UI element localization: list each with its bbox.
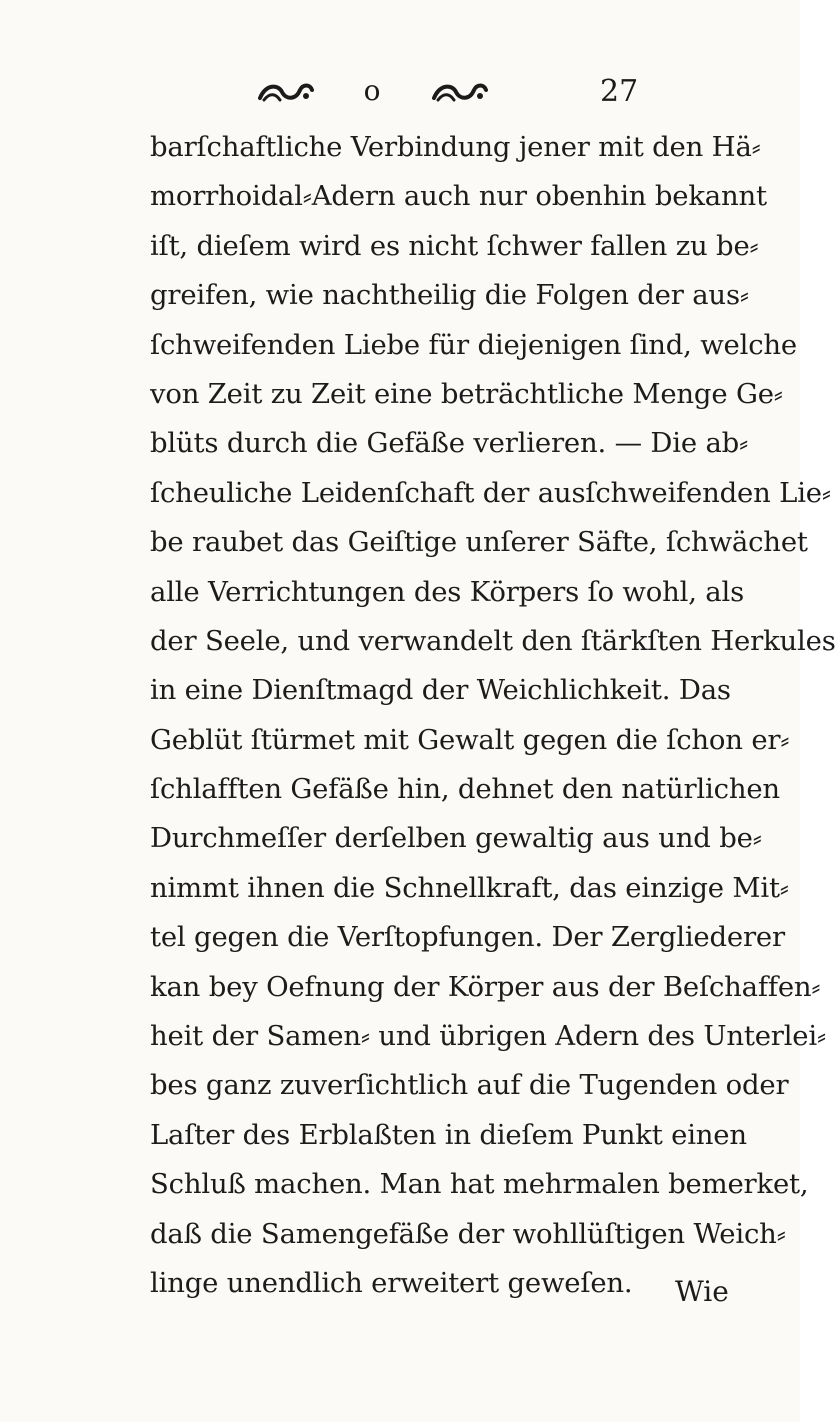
text-line: von Zeit zu Zeit eine beträchtliche Menge Ge⸗ [150,377,783,410]
page-header [0,70,800,120]
text-line: be raubet das Geiſtige unſerer Säfte, ſchwächet [150,526,808,559]
text-line: Laſter des Erblaßten in dieſem Punkt einen [150,1118,747,1151]
text-line: kan bey Oefnung der Körper aus der Beſchaffen⸗ [150,970,821,1003]
text-line: iſt, dieſem wird es nicht ſchwer fallen zu be⸗ [150,229,759,262]
catchword: Wie [675,1275,729,1308]
text-line: der Seele, und verwandelt den ſtärkſten Herkules [150,624,836,657]
text-line: bes ganz zuverſichtlich auf die Tugenden oder [150,1069,789,1102]
text-line: alle Verrichtungen des Körpers ſo wohl, als [150,575,744,608]
text-line: daß die Samengefäße der wohllüſtigen Weich⸗ [150,1217,786,1250]
text-line: ſcheuliche Leidenſchaft der ausſchweifenden Lie⸗ [150,476,831,509]
text-line: Geblüt ſtürmet mit Gewalt gegen die ſchon er⸗ [150,723,790,756]
body-text [150,123,836,1308]
page-number: 27 [600,74,639,109]
text-line: nimmt ihnen die Schnellkraft, das einzige Mit⸗ [150,871,789,904]
ornament-icon [430,78,490,106]
text-line: Schluß machen. Man hat mehrmalen bemerket, [150,1168,809,1201]
text-line: morrhoidal⸗Adern auch nur obenhin bekannt [150,180,767,213]
text-line: ſchlafften Gefäße hin, dehnet den natürlichen [150,773,780,806]
text-line: heit der Samen⸗ und übrigen Adern des Unterlei⸗ [150,1020,826,1053]
header-mark: o [363,74,381,107]
text-line: tel gegen die Verſtopfungen. Der Zergliederer [150,921,785,954]
text-line: greifen, wie nachtheilig die Folgen der aus⸗ [150,279,749,312]
text-line: ſchweifenden Liebe für diejenigen ſind, welche [150,328,798,361]
text-line: barſchaftliche Verbindung jener mit den Hä⸗ [150,131,761,163]
text-line: blüts durch die Gefäße verlieren. — Die ab⸗ [150,427,749,460]
text-line: Durchmeſſer derſelben gewaltig aus und be⸗ [150,822,762,855]
text-line: linge unendlich erweitert geweſen. [150,1266,633,1299]
ornament-icon [256,78,316,106]
text-line: in eine Dienſtmagd der Weichlichkeit. Das [150,674,731,707]
